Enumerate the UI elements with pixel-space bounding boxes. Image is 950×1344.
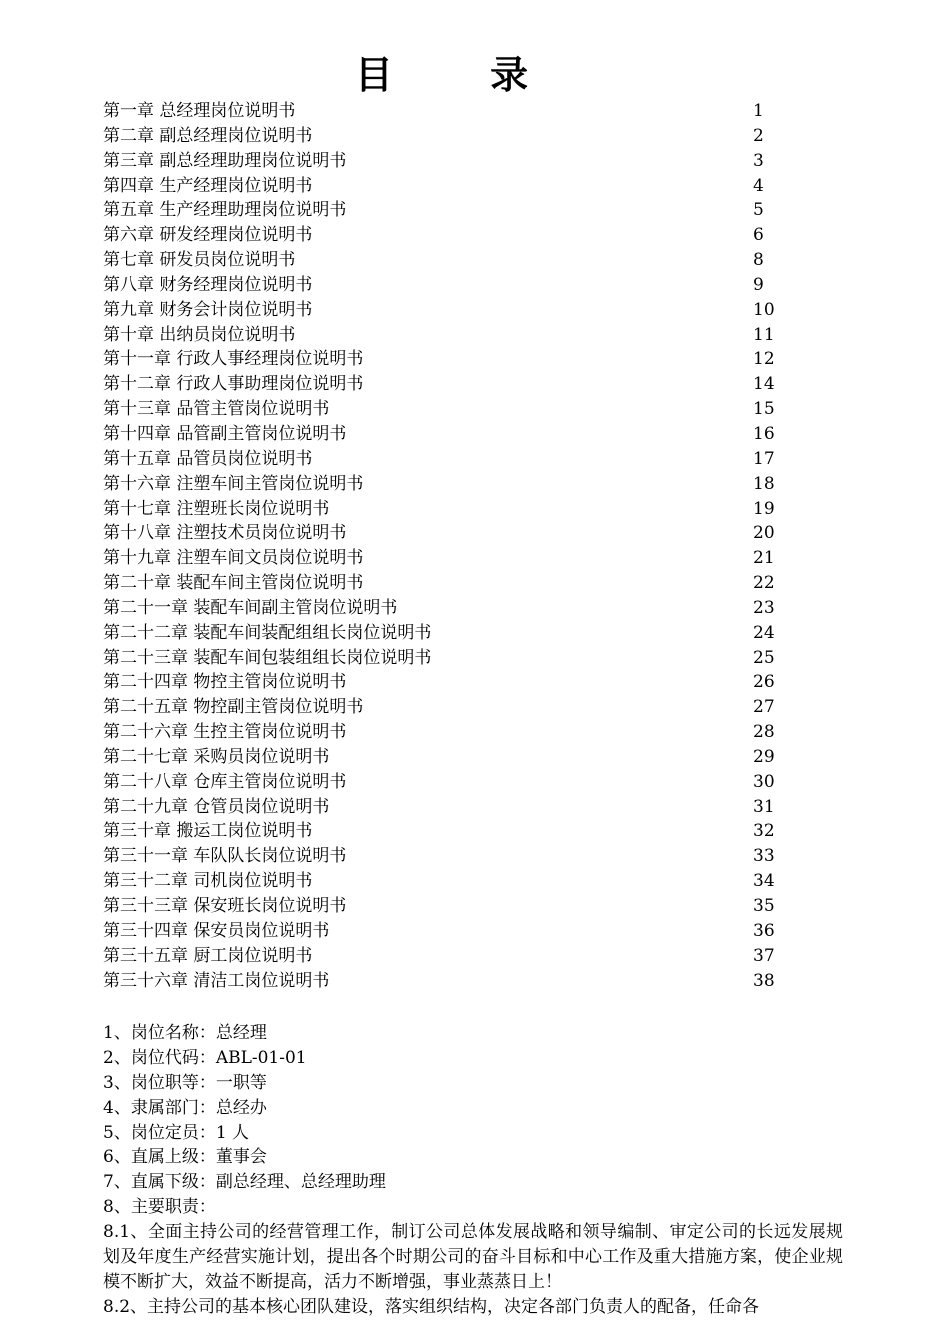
toc-entry[interactable] [103, 894, 803, 919]
toc-entry-page: 18 [753, 473, 775, 494]
job-info-item: 2、岗位代码：ABL-01-01 [103, 1047, 307, 1068]
toc-entry-page: 23 [753, 597, 775, 618]
toc-entry-title: 第二章 副总经理岗位说明书 [103, 125, 313, 146]
toc-entry-title: 第十七章 注塑班长岗位说明书 [103, 498, 330, 519]
toc-entry-page: 8 [753, 250, 764, 271]
toc-entry[interactable] [103, 497, 803, 522]
toc-entry-title: 第十六章 注塑车间主管岗位说明书 [103, 473, 364, 494]
toc-entry-title: 第三十一章 车队队长岗位说明书 [103, 846, 347, 867]
toc-entry-page: 30 [753, 771, 775, 792]
toc-entry-title: 第一章 总经理岗位说明书 [103, 101, 296, 121]
toc-entry-page: 27 [753, 697, 775, 718]
toc-entry[interactable] [103, 919, 803, 944]
toc-entry-page: 34 [753, 871, 775, 892]
toc-entry[interactable] [103, 944, 803, 969]
toc-entry-page: 38 [753, 970, 775, 991]
job-info-item: 8、主要职责： [103, 1197, 216, 1218]
toc-entry-title: 第三十六章 清洁工岗位说明书 [103, 970, 330, 991]
toc-entry-title: 第四章 生产经理岗位说明书 [103, 175, 313, 196]
toc-entry-title: 第二十章 装配车间主管岗位说明书 [103, 573, 364, 594]
toc-entry-title: 第二十三章 装配车间包装组组长岗位说明书 [103, 647, 432, 668]
toc-entry[interactable] [103, 347, 803, 372]
toc-entry-page: 17 [753, 448, 775, 469]
toc-entry[interactable] [103, 124, 803, 149]
toc-entry-title: 第三章 副总经理助理岗位说明书 [103, 150, 347, 171]
toc-entry-page: 16 [753, 423, 775, 444]
toc-entry[interactable] [103, 546, 803, 571]
job-info-item: 6、直属上级：董事会 [103, 1147, 267, 1168]
toc-entry[interactable] [103, 99, 803, 124]
page-title: 目 录 [354, 53, 571, 97]
toc-entry-page: 36 [753, 920, 775, 941]
table-of-contents [103, 99, 803, 993]
toc-entry-page: 31 [753, 796, 775, 817]
toc-entry-title: 第十一章 行政人事经理岗位说明书 [103, 349, 364, 370]
toc-entry-page: 35 [753, 896, 775, 916]
toc-entry[interactable] [103, 223, 803, 248]
toc-entry[interactable] [103, 447, 803, 472]
toc-entry-page: 29 [753, 746, 775, 767]
toc-entry[interactable] [103, 745, 803, 770]
duty-paragraph-1: 8.1、全面主持公司的经营管理工作，制订公司总体发展战略和领导编制、审定公司的长远发展规划及年度生产经营实施计划，提出各个时期公司的奋斗目标和中心工作及重大措施方案，使企业规模不断扩大，效益不断提高，活力不断增强，事业蒸蒸日上！ [103, 1222, 843, 1292]
toc-entry-page: 33 [753, 846, 775, 867]
toc-entry-page: 5 [753, 200, 764, 221]
toc-entry-title: 第二十五章 物控副主管岗位说明书 [103, 697, 364, 718]
toc-entry-title: 第十八章 注塑技术员岗位说明书 [103, 523, 347, 544]
toc-entry-page: 11 [753, 324, 775, 345]
toc-entry[interactable] [103, 869, 803, 894]
toc-entry-title: 第三十章 搬运工岗位说明书 [103, 821, 313, 842]
toc-entry[interactable] [103, 248, 803, 273]
job-info-item: 3、岗位职等：一职等 [103, 1072, 267, 1093]
toc-entry[interactable] [103, 198, 803, 223]
toc-entry-page: 4 [753, 175, 764, 196]
toc-entry-page: 22 [753, 573, 775, 594]
toc-entry[interactable] [103, 670, 803, 695]
toc-entry-title: 第九章 财务会计岗位说明书 [103, 299, 313, 320]
toc-entry-title: 第二十九章 仓管员岗位说明书 [103, 796, 330, 817]
toc-entry-page: 12 [753, 349, 775, 370]
toc-entry-page: 2 [753, 125, 764, 146]
toc-entry-title: 第二十一章 装配车间副主管岗位说明书 [103, 597, 398, 618]
job-info-list [103, 1021, 848, 1220]
toc-entry-title: 第十章 出纳员岗位说明书 [103, 324, 296, 345]
duty-paragraph-2: 8.2、主持公司的基本核心团队建设，落实组织结构，决定各部门负责人的配备，任命各 [103, 1297, 760, 1317]
toc-entry-title: 第二十七章 采购员岗位说明书 [103, 746, 330, 767]
toc-entry-page: 20 [753, 523, 775, 544]
toc-entry[interactable] [103, 521, 803, 546]
toc-entry[interactable] [103, 273, 803, 298]
toc-entry-page: 19 [753, 498, 775, 519]
job-info-item: 7、直属下级：副总经理、总经理助理 [103, 1172, 386, 1193]
toc-entry-title: 第七章 研发员岗位说明书 [103, 250, 296, 271]
toc-entry[interactable] [103, 596, 803, 621]
toc-entry-page: 32 [753, 821, 775, 842]
toc-entry[interactable] [103, 571, 803, 596]
toc-entry[interactable] [103, 149, 803, 174]
toc-entry[interactable] [103, 621, 803, 646]
toc-entry[interactable] [103, 372, 803, 397]
toc-entry-page: 14 [753, 374, 775, 395]
toc-entry[interactable] [103, 969, 803, 994]
toc-entry[interactable] [103, 844, 803, 869]
toc-entry[interactable] [103, 174, 803, 199]
toc-entry[interactable] [103, 819, 803, 844]
toc-entry-page: 24 [753, 622, 775, 643]
toc-entry[interactable] [103, 695, 803, 720]
toc-entry[interactable] [103, 720, 803, 745]
toc-entry-title: 第三十三章 保安班长岗位说明书 [103, 896, 347, 916]
toc-entry-title: 第三十二章 司机岗位说明书 [103, 871, 313, 892]
toc-entry[interactable] [103, 646, 803, 671]
toc-entry-title: 第三十五章 厨工岗位说明书 [103, 945, 313, 966]
toc-entry-page: 6 [753, 225, 764, 246]
toc-entry[interactable] [103, 795, 803, 820]
toc-entry-page: 21 [753, 548, 775, 569]
toc-entry-title: 第十五章 品管员岗位说明书 [103, 448, 313, 469]
toc-entry-title: 第十九章 注塑车间文员岗位说明书 [103, 548, 364, 569]
toc-entry-page: 1 [753, 101, 764, 121]
toc-entry-page: 28 [753, 722, 775, 743]
toc-entry-title: 第十四章 品管副主管岗位说明书 [103, 423, 347, 444]
toc-entry-title: 第二十八章 仓库主管岗位说明书 [103, 771, 347, 792]
toc-entry-title: 第三十四章 保安员岗位说明书 [103, 920, 330, 941]
toc-entry-page: 3 [753, 150, 764, 171]
toc-entry-title: 第八章 财务经理岗位说明书 [103, 274, 313, 295]
job-info-item: 4、隶属部门：总经办 [103, 1097, 267, 1118]
toc-entry[interactable] [103, 422, 803, 447]
toc-entry[interactable] [103, 323, 803, 348]
toc-entry[interactable] [103, 298, 803, 323]
toc-entry-page: 26 [753, 672, 775, 693]
toc-entry[interactable] [103, 397, 803, 422]
toc-entry-page: 37 [753, 945, 775, 966]
toc-entry[interactable] [103, 472, 803, 497]
toc-entry-title: 第二十二章 装配车间装配组组长岗位说明书 [103, 622, 432, 643]
toc-entry-title: 第五章 生产经理助理岗位说明书 [103, 200, 347, 221]
toc-entry-page: 15 [753, 399, 775, 420]
toc-entry[interactable] [103, 770, 803, 795]
toc-entry-title: 第十三章 品管主管岗位说明书 [103, 399, 330, 420]
toc-entry-page: 9 [753, 274, 764, 295]
toc-entry-title: 第六章 研发经理岗位说明书 [103, 225, 313, 246]
toc-entry-page: 10 [753, 299, 775, 320]
toc-entry-page: 25 [753, 647, 775, 668]
toc-entry-title: 第二十六章 生控主管岗位说明书 [103, 722, 347, 743]
toc-entry-title: 第二十四章 物控主管岗位说明书 [103, 672, 347, 693]
toc-entry-title: 第十二章 行政人事助理岗位说明书 [103, 374, 364, 395]
job-info-item: 5、岗位定员：1 人 [103, 1122, 250, 1143]
job-info-item: 1、岗位名称：总经理 [103, 1023, 267, 1043]
